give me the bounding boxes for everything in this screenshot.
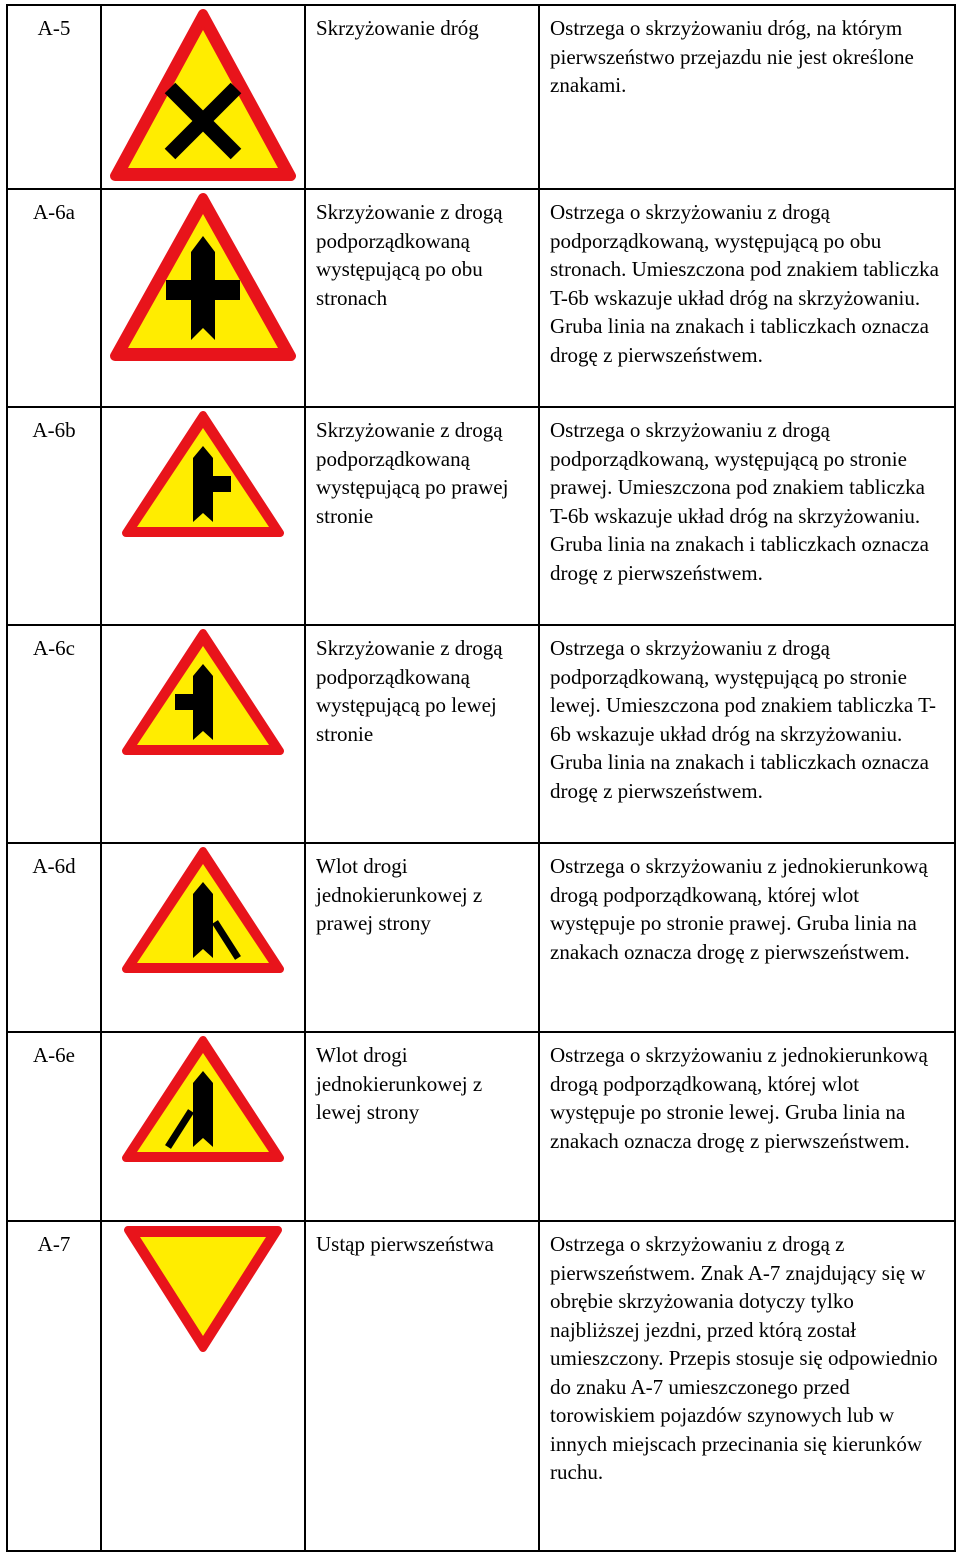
sign-description: Ostrzega o skrzyżowaniu dróg, na którym pierwszeństwo przejazdu nie jest określone znakami. <box>539 5 955 189</box>
sign-description: Ostrzega o skrzyżowaniu z drogą podporządkowaną, występującą po obu stronach. Umieszczona pod znakiem tabliczka T-6b wskazuje układ dróg na skrzyżowaniu. Gruba linia na znakach i tabliczkach oznacza drogę z pierwszeństwem. <box>539 189 955 407</box>
sign-image-cell <box>101 1221 305 1551</box>
sign-image-cell <box>101 1032 305 1221</box>
table-row <box>7 5 955 189</box>
sign-code: A-5 <box>7 5 101 189</box>
side-road-left-sign-icon <box>118 628 288 758</box>
sign-code: A-6b <box>7 407 101 625</box>
sign-description: Ostrzega o skrzyżowaniu z drogą podporządkowaną, występującą po stronie lewej. Umieszczona pod znakiem tabliczka T-6b wskazuje układ dróg na skrzyżowaniu. Gruba linia na znakach i tabliczkach oznacza drogę z pierwszeństwem. <box>539 625 955 843</box>
table-row <box>7 843 955 1032</box>
road-signs-table <box>6 4 956 1552</box>
sign-name: Wlot drogi jednokierunkowej z lewej strony <box>305 1032 539 1221</box>
side-road-both-sign-icon <box>108 192 298 364</box>
sign-description: Ostrzega o skrzyżowaniu z jednokierunkową drogą podporządkowaną, której wlot występuje po stronie prawej. Gruba linia na znakach oznacza drogę z pierwszeństwem. <box>539 843 955 1032</box>
sign-code: A-7 <box>7 1221 101 1551</box>
sign-code: A-6e <box>7 1032 101 1221</box>
sign-code: A-6d <box>7 843 101 1032</box>
sign-name: Ustąp pierwszeństwa <box>305 1221 539 1551</box>
one-way-inlet-left-sign-icon <box>118 1035 288 1165</box>
sign-description: Ostrzega o skrzyżowaniu z drogą podporządkowaną, występującą po stronie prawej. Umieszczona pod znakiem tabliczka T-6b wskazuje układ dróg na skrzyżowaniu. Gruba linia na znakach i tabliczkach oznacza drogę z pierwszeństwem. <box>539 407 955 625</box>
sign-name: Wlot drogi jednokierunkowej z prawej strony <box>305 843 539 1032</box>
sign-description: Ostrzega o skrzyżowaniu z jednokierunkową drogą podporządkowaną, której wlot występuje po stronie lewej. Gruba linia na znakach oznacza drogę z pierwszeństwem. <box>539 1032 955 1221</box>
sign-description: Ostrzega o skrzyżowaniu z drogą z pierwszeństwem. Znak A-7 znajdujący się w obrębie skrzyżowania dotyczy tylko najbliższej jezdni, przed którą został umieszczony. Przepis stosuje się odpowiednio do znaku A-7 umieszczonego przed torowiskiem pojazdów szynowych lub w innych miejscach przecinania się kierunków ruchu. <box>539 1221 955 1551</box>
table-row <box>7 625 955 843</box>
give-way-sign-icon <box>118 1224 288 1354</box>
sign-image-cell <box>101 189 305 407</box>
sign-image-cell <box>101 407 305 625</box>
one-way-inlet-right-sign-icon <box>118 846 288 976</box>
table-row <box>7 189 955 407</box>
sign-name: Skrzyżowanie z drogą podporządkowaną występującą po lewej stronie <box>305 625 539 843</box>
sign-code: A-6c <box>7 625 101 843</box>
sign-image-cell <box>101 843 305 1032</box>
side-road-right-sign-icon <box>118 410 288 540</box>
table-row <box>7 1032 955 1221</box>
table-row <box>7 407 955 625</box>
sign-name: Skrzyżowanie z drogą podporządkowaną występującą po prawej stronie <box>305 407 539 625</box>
sign-image-cell <box>101 5 305 189</box>
sign-name: Skrzyżowanie dróg <box>305 5 539 189</box>
sign-image-cell <box>101 625 305 843</box>
sign-code: A-6a <box>7 189 101 407</box>
crossroads-sign-icon <box>108 8 298 184</box>
table-row <box>7 1221 955 1551</box>
sign-name: Skrzyżowanie z drogą podporządkowaną występującą po obu stronach <box>305 189 539 407</box>
